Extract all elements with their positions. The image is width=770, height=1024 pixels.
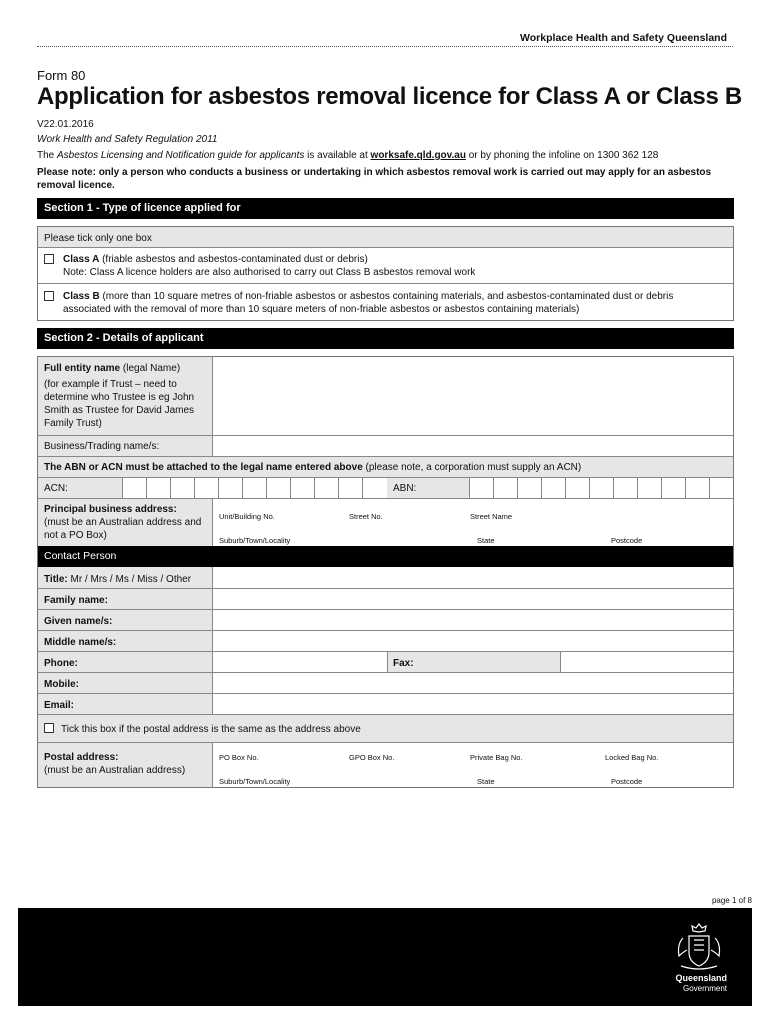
entity-name-label: Full entity name (legal Name) (44, 363, 181, 374)
fax-label: Fax: (393, 658, 414, 669)
government-name: Queensland (675, 973, 727, 983)
phone-label: Phone: (44, 658, 78, 669)
contact-person-heading: Contact Person (38, 546, 733, 567)
header-divider (37, 46, 733, 47)
eligibility-note: Please note: only a person who conducts a business or undertaking in which asbestos removal work is carried out may apply for an asbestos removal licence. (37, 167, 712, 191)
entity-name-example: (for example if Trust – need to determine who Trustee is eg John Smith as Trustee for David James Family Trust) (44, 379, 195, 429)
abn-input[interactable] (469, 477, 733, 498)
po-box-caption: PO Box No. (219, 753, 259, 762)
locked-bag-caption: Locked Bag No. (605, 753, 659, 762)
gpo-box-caption: GPO Box No. (349, 753, 395, 762)
entity-name-input[interactable] (212, 357, 733, 435)
regulation-reference: Work Health and Safety Regulation 2011 (37, 134, 218, 145)
phone-input[interactable] (212, 651, 387, 672)
email-input[interactable] (212, 693, 733, 714)
unit-no-caption: Unit/Building No. (219, 512, 275, 521)
class-a-note: Note: Class A licence holders are also authorised to carry out Class B asbestos removal work (63, 267, 476, 278)
abn-label: ABN: (393, 483, 417, 494)
class-b-checkbox[interactable] (44, 291, 54, 301)
mobile-label: Mobile: (44, 679, 79, 690)
class-a-checkbox[interactable] (44, 254, 54, 264)
street-name-caption: Street Name (470, 512, 513, 521)
given-names-label: Given name/s: (44, 616, 113, 627)
form-version: V22.01.2016 (37, 119, 94, 130)
class-divider (38, 283, 733, 284)
same-postal-checkbox[interactable] (44, 723, 54, 733)
state-caption: State (477, 536, 495, 545)
footer-band (18, 908, 752, 1006)
licence-type-box (37, 226, 734, 321)
page-title: Application for asbestos removal licence for Class A or Class B (37, 83, 742, 110)
government-label: Government (682, 984, 727, 993)
business-name-input[interactable] (212, 435, 733, 456)
acn-label: ACN: (44, 483, 68, 494)
page-number: page 1 of 8 (711, 896, 752, 905)
middle-names-input[interactable] (212, 630, 733, 651)
given-names-input[interactable] (212, 609, 733, 630)
acn-input[interactable] (122, 477, 387, 498)
private-bag-caption: Private Bag No. (470, 753, 523, 762)
principal-address-sub: (must be an Australian address and not a PO Box) (44, 517, 202, 541)
queensland-crest-icon (669, 918, 729, 978)
title-label: Title: Mr / Mrs / Ms / Miss / Other (44, 574, 192, 585)
guide-availability-text: The Asbestos Licensing and Notification guide for applicants is available at worksafe.qld.gov.au or by phoning the infoline on 1300 362 128 (37, 150, 659, 161)
postcode-caption: Postcode (611, 536, 643, 545)
postal-address-sub: (must be an Australian address) (44, 765, 186, 776)
section-1-heading: Section 1 - Type of licence applied for (37, 198, 734, 219)
postal-suburb-caption: Suburb/Town/Locality (219, 777, 291, 786)
postal-address-label: Postal address: (44, 752, 119, 763)
fax-input[interactable] (560, 651, 733, 672)
family-name-input[interactable] (212, 588, 733, 609)
email-label: Email: (44, 700, 75, 711)
form-number: Form 80 (37, 68, 86, 83)
class-a-option: Class A (friable asbestos and asbestos-contaminated dust or debris) (63, 254, 368, 265)
tick-instruction: Please tick only one box (44, 233, 152, 244)
title-input[interactable] (212, 567, 733, 588)
guide-title: Asbestos Licensing and Notification guide for applicants (57, 150, 305, 161)
family-name-label: Family name: (44, 595, 108, 606)
suburb-caption: Suburb/Town/Locality (219, 536, 291, 545)
applicant-details-box (37, 356, 734, 788)
principal-address-label: Principal business address: (44, 504, 177, 515)
same-postal-label: Tick this box if the postal address is the same as the address above (61, 724, 361, 735)
business-name-label: Business/Trading name/s: (44, 441, 160, 452)
class-b-option: Class B (more than 10 square metres of non-friable asbestos or asbestos containing materials, and asbestos-contaminated dust or debris associated with the removal of more than 10 square meters of non-friable asbestos or asbestos containing materials) (63, 291, 674, 315)
middle-names-label: Middle name/s: (44, 637, 117, 648)
postal-postcode-caption: Postcode (611, 777, 643, 786)
mobile-input[interactable] (212, 672, 733, 693)
street-no-caption: Street No. (349, 512, 383, 521)
abn-acn-note: The ABN or ACN must be attached to the legal name entered above (please note, a corporation must supply an ACN) (44, 462, 582, 473)
worksafe-link[interactable]: worksafe.qld.gov.au (370, 150, 466, 161)
postal-state-caption: State (477, 777, 495, 786)
section-2-heading: Section 2 - Details of applicant (37, 328, 734, 349)
agency-name: Workplace Health and Safety Queensland (520, 32, 727, 44)
